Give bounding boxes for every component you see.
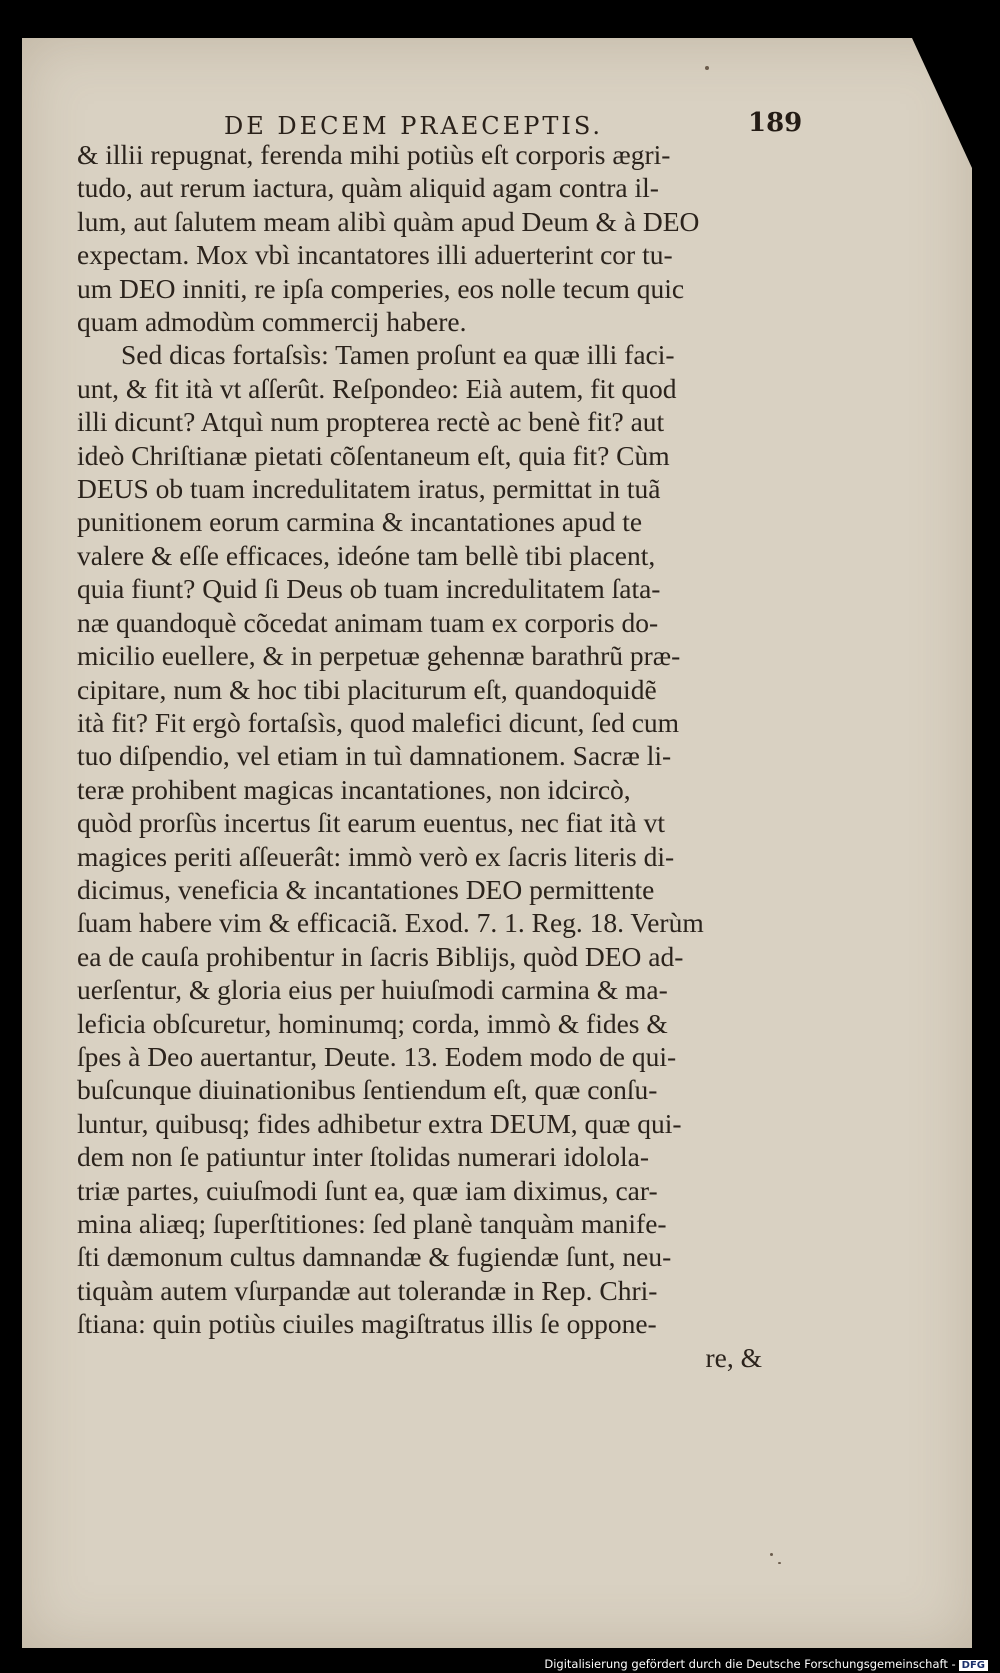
folded-corner <box>912 38 972 168</box>
text-line: cipitare, num & hoc tibi placiturum eſt, quandoquidẽ <box>77 673 657 705</box>
text-line: ſuam habere vim & efficaciã. Exod. 7. 1. Reg. 18. Verùm <box>77 907 704 939</box>
text-line: unt, & fit ità vt aſſerût. Reſpondeo: Eià autem, fit quod <box>77 372 677 404</box>
text-line: punitionem eorum carmina & incantationes apud te <box>77 506 643 538</box>
paper-speck <box>778 1562 781 1564</box>
text-line: tuo diſpendio, vel etiam in tuì damnationem. Sacræ li- <box>77 740 672 772</box>
text-line: quam admodùm commercij habere. <box>77 306 467 338</box>
text-line: illi dicunt? Atquì num propterea rectè ac benè fit? aut <box>77 406 665 438</box>
text-line: quòd prorſùs incertus ſit earum euentus, nec fiat ità vt <box>77 807 666 839</box>
text-line: um DEO inniti, re ipſa comperies, eos nolle tecum quic <box>77 272 685 304</box>
book-page <box>22 38 972 1648</box>
text-line: ſti dæmonum cultus damnandæ & fugiendæ ſunt, neu- <box>77 1241 672 1273</box>
text-line: luntur, quibusq; fides adhibetur extra DEUM, quæ qui- <box>77 1107 682 1139</box>
text-line: magices periti aſſeuerât: immò verò ex ſacris literis di- <box>77 840 675 872</box>
text-line: uerſentur, & gloria eius per huiuſmodi carmina & ma- <box>77 974 668 1006</box>
text-line: tiquàm autem vſurpandæ aut tolerandæ in Rep. Chri- <box>77 1274 658 1306</box>
folio-number: 189 <box>748 108 803 138</box>
text-line: dicimus, veneficia & incantationes DEO permittente <box>77 873 655 905</box>
text-line: tudo, aut rerum iactura, quàm aliquid agam contra il- <box>77 172 659 204</box>
text-line: dem non ſe patiuntur inter ſtolidas numerari idolola- <box>77 1141 650 1173</box>
text-line: quia fiunt? Quid ſi Deus ob tuam incredulitatem ſata- <box>77 573 661 605</box>
text-line: teræ prohibent magicas incantationes, non idcircò, <box>77 773 631 805</box>
text-line: mina aliæq; ſuperſtitiones: ſed planè tanquàm manife- <box>77 1208 667 1239</box>
text-line: ità fit? Fit ergò fortaſsìs, quod malefici dicunt, ſed cum <box>77 706 680 738</box>
text-line: næ quandoquè cõcedat animam tuam ex corporis do- <box>77 606 659 638</box>
text-line: DEUS ob tuam incredulitatem iratus, permittat in tuã <box>77 473 661 505</box>
text-line: ideò Chriſtianæ pietati cõſentaneum eſt, quia fit? Cùm <box>77 439 670 471</box>
text-line: triæ partes, cuiuſmodi ſunt ea, quæ iam diximus, car- <box>77 1174 658 1206</box>
credit-text: Digitalisierung gefördert durch die Deutsche Forschungsgemeinschaft - <box>544 1657 956 1671</box>
paper-speck <box>705 66 709 70</box>
text-line: leficia obſcuretur, hominumq; corda, immò & fides & <box>77 1007 668 1039</box>
dfg-logo: DFG <box>959 1660 988 1671</box>
running-title: DE DECEM PRAECEPTIS. <box>224 112 604 140</box>
text-line: & illii repugnat, ferenda mihi potiùs eſt corporis ægri- <box>77 139 671 170</box>
text-line: lum, aut ſalutem meam alibì quàm apud Deum & à DEO <box>77 205 700 237</box>
text-line: buſcunque diuinationibus ſentiendum eſt, quæ conſu- <box>77 1074 658 1106</box>
text-line: ſtiana: quin potiùs ciuiles magiſtratus illis ſe oppone- <box>77 1308 657 1340</box>
text-line: ea de cauſa prohibentur in ſacris Biblijs, quòd DEO ad- <box>77 940 684 972</box>
text-line: Sed dicas fortaſsìs: Tamen proſunt ea quæ illi faci- <box>121 339 675 371</box>
body-text <box>77 138 782 1374</box>
text-line: expectam. Mox vbì incantatores illi aduerterint cor tu- <box>77 239 673 271</box>
catchword: re, & <box>705 1341 762 1373</box>
paper-speck <box>770 1553 773 1556</box>
digitization-credit <box>544 1657 988 1671</box>
text-line: valere & eſſe efficaces, ideóne tam bellè tibi placent, <box>77 539 656 571</box>
text-line: micilio euellere, & in perpetuæ gehennæ barathrũ præ- <box>77 640 681 672</box>
text-line: ſpes à Deo auertantur, Deute. 13. Eodem modo de qui- <box>77 1040 677 1072</box>
